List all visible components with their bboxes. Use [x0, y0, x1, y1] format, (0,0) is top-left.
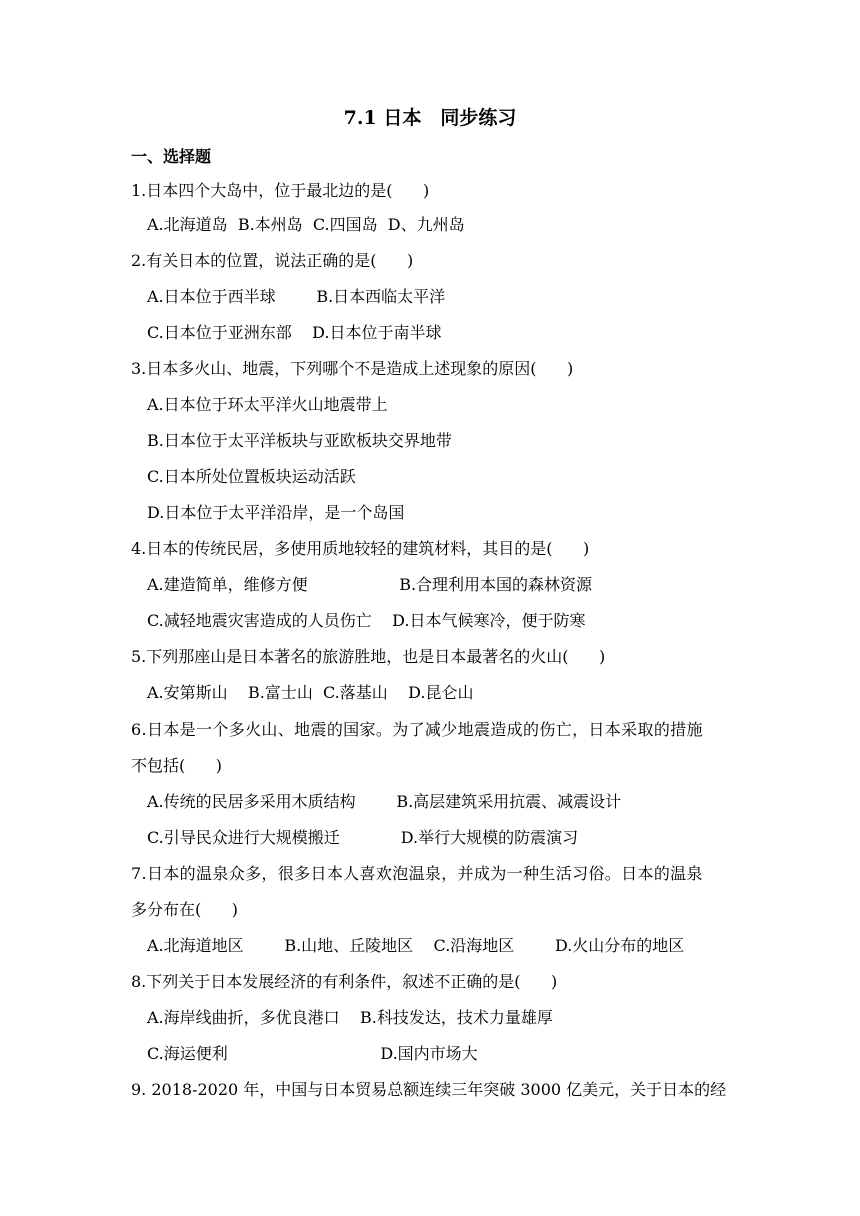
- question-7-options: A.北海道地区 B.山地、丘陵地区 C.沿海地区 D.火山分布的地区: [147, 936, 685, 955]
- question-4: 4.日本的传统民居，多使用质地较轻的建筑材料，其目的是( ): [131, 539, 590, 558]
- question-5-options: A.安第斯山 B.富士山 C.落基山 D.昆仑山: [147, 683, 474, 702]
- question-2: 2.有关日本的位置，说法正确的是( ): [131, 251, 414, 270]
- question-3-option-d: D.日本位于太平洋沿岸，是一个岛国: [147, 503, 405, 522]
- question-1: 1.日本四个大岛中，位于最北边的是( ): [131, 181, 430, 200]
- question-3-option-a: A.日本位于环太平洋火山地震带上: [147, 395, 388, 414]
- question-7: 7.日本的温泉众多，很多日本人喜欢泡温泉，并成为一种生活习俗。日本的温泉: [131, 864, 703, 883]
- question-8-options-ab: A.海岸线曲折，多优良港口 B.科技发达，技术力量雄厚: [147, 1008, 553, 1027]
- question-6: 6.日本是一个多火山、地震的国家。为了减少地震造成的伤亡，日本采取的措施: [131, 720, 703, 739]
- question-5: 5.下列那座山是日本著名的旅游胜地，也是日本最著名的火山( ): [131, 647, 606, 666]
- question-4-options-ab: A.建造简单，维修方便 B.合理利用本国的森林资源: [147, 575, 593, 594]
- question-8-options-cd: C.海运便利 D.国内市场大: [147, 1044, 478, 1063]
- question-2-options-cd: C.日本位于亚洲东部 D.日本位于南半球: [147, 323, 442, 342]
- question-7-continued: 多分布在( ): [131, 900, 239, 919]
- question-6-continued: 不包括( ): [131, 756, 223, 775]
- question-3: 3.日本多火山、地震，下列哪个不是造成上述现象的原因( ): [131, 359, 574, 378]
- question-9: 9. 2018-2020 年，中国与日本贸易总额连续三年突破 3000 亿美元，关于日本的经: [131, 1080, 727, 1099]
- question-1-options: A.北海道岛 B.本州岛 C.四国岛 D、九州岛: [147, 215, 465, 234]
- question-3-option-b: B.日本位于太平洋板块与亚欧板块交界地带: [147, 431, 452, 450]
- question-6-options-ab: A.传统的民居多采用木质结构 B.高层建筑采用抗震、减震设计: [147, 792, 622, 811]
- page-title: 7.1 日本 同步练习: [343, 107, 517, 129]
- question-3-option-c: C.日本所处位置板块运动活跃: [147, 467, 356, 486]
- question-6-options-cd: C.引导民众进行大规模搬迁 D.举行大规模的防震演习: [147, 828, 579, 847]
- question-2-options-ab: A.日本位于西半球 B.日本西临太平洋: [147, 287, 446, 306]
- question-8: 8.下列关于日本发展经济的有利条件，叙述不正确的是( ): [131, 972, 558, 991]
- question-4-options-cd: C.减轻地震灾害造成的人员伤亡 D.日本气候寒冷，便于防寒: [147, 611, 586, 630]
- section-heading: 一、选择题: [131, 147, 212, 166]
